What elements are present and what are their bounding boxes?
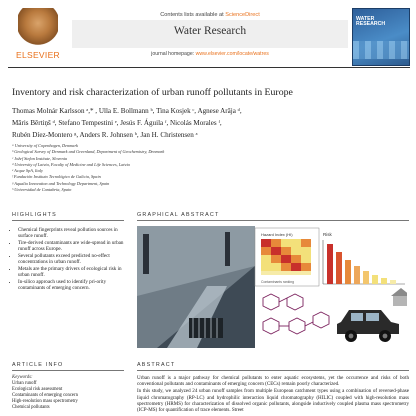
affiliation: ᶜ Jožef Stefan Institute, Slovenia — [12, 155, 67, 161]
graphical-abstract-rule — [137, 220, 409, 221]
authors-line-2: Māris Bērtiņš ᵈ, Stefano Tempestini ᵉ, Jesús F. Águila ᶠ, Nicolás Morales ᶠ, — [12, 119, 222, 127]
inset-title: Hazard Index (HI) — [261, 232, 293, 237]
affiliation: ᵇ Geological Survey of Denmark and Greenland, Department of Geochemistry, Denmark — [12, 149, 165, 155]
abstract-rule — [137, 370, 409, 371]
homepage-prefix: journal homepage: — [151, 51, 196, 57]
affiliations — [12, 143, 407, 193]
affiliation: ᵉ Acque SpA, Italy — [12, 168, 43, 174]
car-icon — [337, 310, 399, 342]
molecule-ring-icon — [263, 318, 279, 334]
highlight-item: • Chemical fingerprints reveal pollution sources in surface runoff. — [18, 227, 130, 240]
risk-label: Risk — [323, 232, 332, 237]
authors-line-1: Thomas Molnár Karlsson ᵃ,* , Ulla E. Bollmann ᵇ, Tina Kosjek ᶜ, Agnese Arāja ᵈ, — [12, 107, 242, 115]
affiliation: ʰ Universidad de Cantabria, Spain — [12, 187, 72, 193]
abstract-paragraph: Urban runoff is a major pathway for chemical pollutants to enter aquatic ecosystems, yet the occurrence and risks of both conventional pollutants and contaminants of emerging concern (CECs) remain poorly characterized. — [137, 375, 409, 388]
article-info-heading: ARTICLE INFO — [12, 362, 64, 368]
street-photo — [137, 226, 255, 348]
highlight-item: • Tire-derived contaminants are wide-spread in urban runoff across Europe. — [18, 240, 130, 253]
article-info-rule — [12, 370, 124, 371]
highlight-item: • Several pollutants exceed predicted no-effect concentrations in urban runoff. — [18, 253, 130, 266]
keyword-item: High-resolution mass spectrometry — [12, 399, 78, 405]
house-icon — [391, 288, 407, 306]
contents-line — [72, 12, 348, 18]
keywords-list — [12, 381, 122, 411]
highlights-rule — [12, 220, 124, 221]
elsevier-logo[interactable] — [8, 6, 68, 64]
abstract-text — [137, 375, 409, 414]
highlight-item: • In-silico approach used to identify pri-ority contaminants of emerging concern. — [18, 279, 130, 292]
affiliation: ᵃ University of Copenhagen, Denmark — [12, 143, 79, 148]
molecule-ring-icon — [263, 294, 279, 310]
cover-title-line-2: RESEARCH — [356, 21, 386, 28]
keyword-item: Chemical pollutants — [12, 405, 50, 411]
highlight-item: • Metals are the primary drivers of ecological risk in urban runoff. — [18, 266, 130, 279]
affiliation: ᶠ Fundación Instituto Tecnológico de Galicia, Spain — [12, 174, 101, 180]
highlights-list — [12, 227, 130, 292]
keyword-item: Ecological risk assessment — [12, 387, 63, 393]
homepage-line — [72, 51, 348, 57]
journal-banner — [72, 6, 348, 64]
journal-title: Water Research — [173, 25, 247, 37]
risk-bars — [323, 232, 405, 284]
keyword-item: Urban runoff — [12, 381, 37, 386]
header-rule — [8, 67, 410, 68]
molecule-structures — [263, 294, 329, 334]
cover-wave-graphic — [353, 41, 409, 59]
journal-cover-thumbnail[interactable] — [352, 8, 410, 66]
heatmap-inset — [255, 228, 319, 286]
keyword-item: Contaminants of emerging concern — [12, 393, 78, 399]
contents-prefix: Contents lists available at — [160, 12, 226, 18]
elsevier-tree-icon — [18, 8, 58, 46]
molecule-ring-icon — [313, 312, 329, 328]
highlights-heading: HIGHLIGHTS — [12, 212, 57, 218]
cover-title — [356, 17, 385, 28]
inset-axis-label: Contaminants ranking — [261, 280, 294, 284]
molecule-ring-icon — [287, 294, 303, 310]
affiliation: ᵍ Aqualia Innovation and Technology Department, Spain — [12, 180, 110, 186]
sciencedirect-link[interactable]: ScienceDirect — [225, 12, 260, 18]
graphical-abstract-heading: GRAPHICAL ABSTRACT — [137, 212, 220, 218]
journal-header — [8, 6, 410, 64]
publisher-name: ELSEVIER — [16, 50, 60, 60]
keywords-heading: Keywords: — [12, 375, 33, 380]
molecule-ring-icon — [289, 318, 305, 334]
abstract-heading: ABSTRACT — [137, 362, 176, 368]
graphical-abstract-figure[interactable] — [137, 226, 407, 348]
homepage-link[interactable]: www.elsevier.com/locate/watres — [195, 51, 269, 57]
authors-line-3: Rubén Díez-Montero ᵍ, Anders R. Johnsen ᵇ, Jan H. Christensen ᵃ — [12, 131, 198, 139]
author-list — [12, 105, 407, 141]
affiliation: ᵈ University of Latvia, Faculty of Medicine and Life Sciences, Latvia — [12, 161, 130, 167]
abstract-paragraph: In this study, we analyzed 24 urban runoff samples from multiple European catchment types using a combination of reversed-phase liquid chromatography (RP-LC) and hydrophilic interaction liquid chromatography (HILIC) coupled with high-resolution mass spectrometry (HRMS) for characterization of dissolved organic pollutants, alongside inductively coupled plasma mass spectrometry (ICP-MS) for quantification of trace elements. Street — [137, 388, 409, 414]
article-title: Inventory and risk characterization of urban runoff pollutants in Europe — [12, 87, 293, 98]
street-grate-icon — [189, 318, 223, 338]
cover-title-line-1: WATER — [356, 16, 375, 22]
